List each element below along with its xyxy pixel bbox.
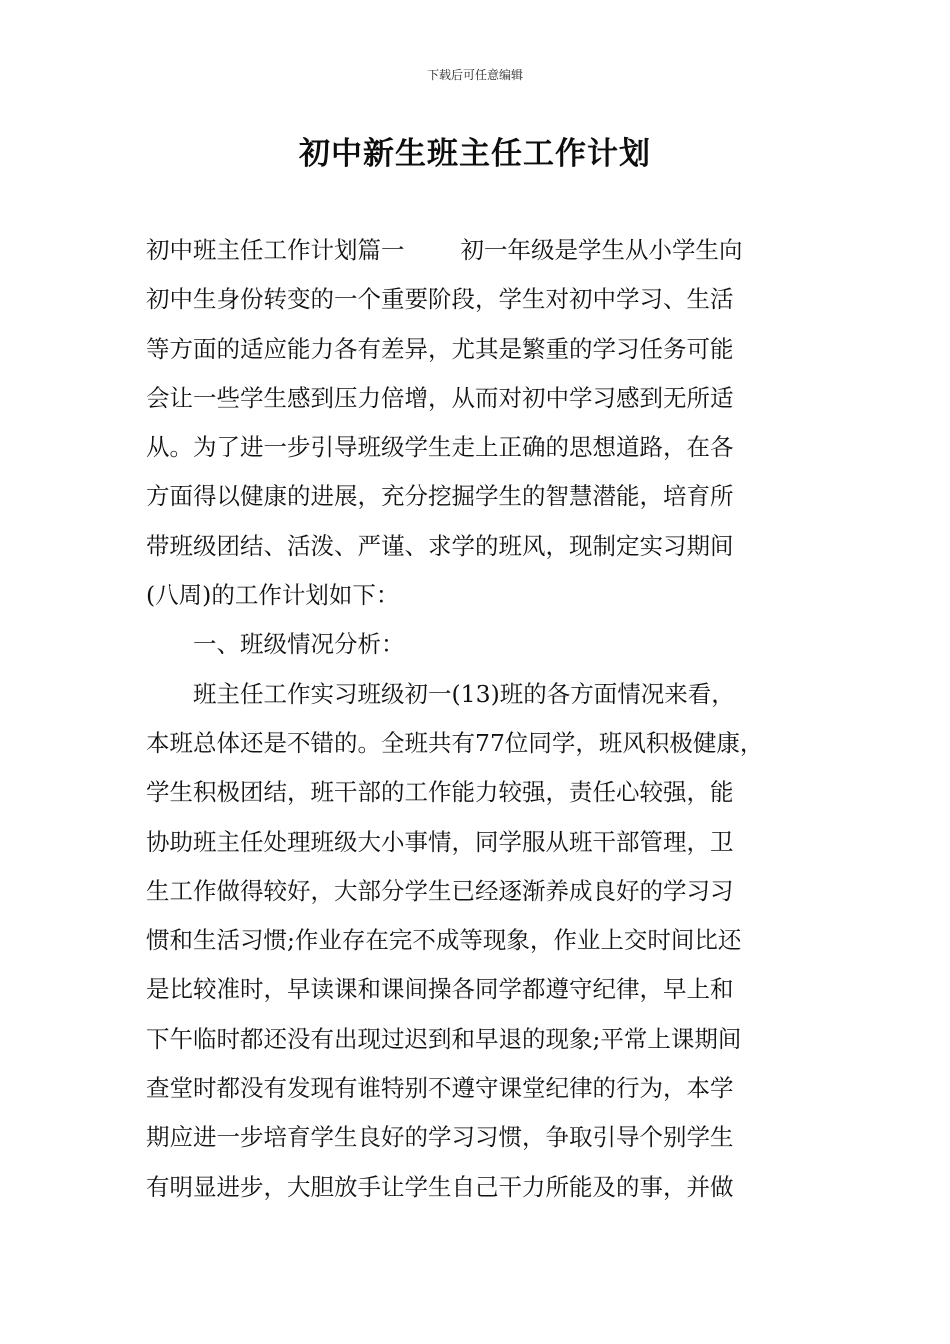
body-line: 带班级团结、活泼、严谨、求学的班风，现制定实习期间 bbox=[146, 531, 734, 560]
body-line: 惯和生活习惯;作业存在完不成等现象，作业上交时间比还 bbox=[146, 926, 742, 955]
body-line: 本班总体还是不错的。全班共有77位同学，班风积极健康， bbox=[146, 728, 764, 757]
section-heading: 一、班级情况分析： bbox=[193, 630, 405, 659]
body-line: 查堂时都没有发现有谁特别不遵守课堂纪律的行为，本学 bbox=[146, 1074, 734, 1103]
body-line bbox=[146, 226, 816, 275]
body-line: 生工作做得较好，大部分学生已经逐渐养成良好的学习习 bbox=[146, 876, 734, 905]
body-line: 协助班主任处理班级大小事情，同学服从班干部管理，卫 bbox=[146, 827, 734, 856]
body-line: 期应进一步培育学生良好的学习习惯，争取引导个别学生 bbox=[146, 1123, 734, 1152]
document-title: 初中新生班主任工作计划 bbox=[299, 136, 651, 172]
body-line: 方面得以健康的进展，充分挖掘学生的智慧潜能，培育所 bbox=[146, 482, 734, 511]
section-heading-inline: 初中班主任工作计划篇一 bbox=[146, 236, 405, 264]
body-line-text: 初一年级是学生从小学生向 bbox=[460, 236, 743, 264]
document-body bbox=[146, 226, 816, 1212]
body-line: 班主任工作实习班级初一(13)班的各方面情况来看， bbox=[193, 679, 735, 708]
body-line: 初中生身份转变的一个重要阶段，学生对初中学习、生活 bbox=[146, 285, 734, 314]
header-note: 下载后可任意编辑 bbox=[426, 68, 523, 82]
body-line: 有明显进步，大胆放手让学生自己干力所能及的事，并做 bbox=[146, 1172, 734, 1201]
body-line: 学生积极团结，班干部的工作能力较强，责任心较强，能 bbox=[146, 778, 734, 807]
body-line: 下午临时都还没有出现过迟到和早退的现象;平常上课期间 bbox=[146, 1024, 742, 1053]
body-line: 等方面的适应能力各有差异，尤其是繁重的学习任务可能 bbox=[146, 334, 734, 363]
body-line: 从。为了进一步引导班级学生走上正确的思想道路，在各 bbox=[146, 433, 734, 462]
body-line: 会让一些学生感到压力倍增，从而对初中学习感到无所适 bbox=[146, 383, 734, 412]
body-line: 是比较准时，早读课和课间操各同学都遵守纪律，早上和 bbox=[146, 975, 734, 1004]
body-line: (八周)的工作计划如下： bbox=[146, 581, 400, 610]
